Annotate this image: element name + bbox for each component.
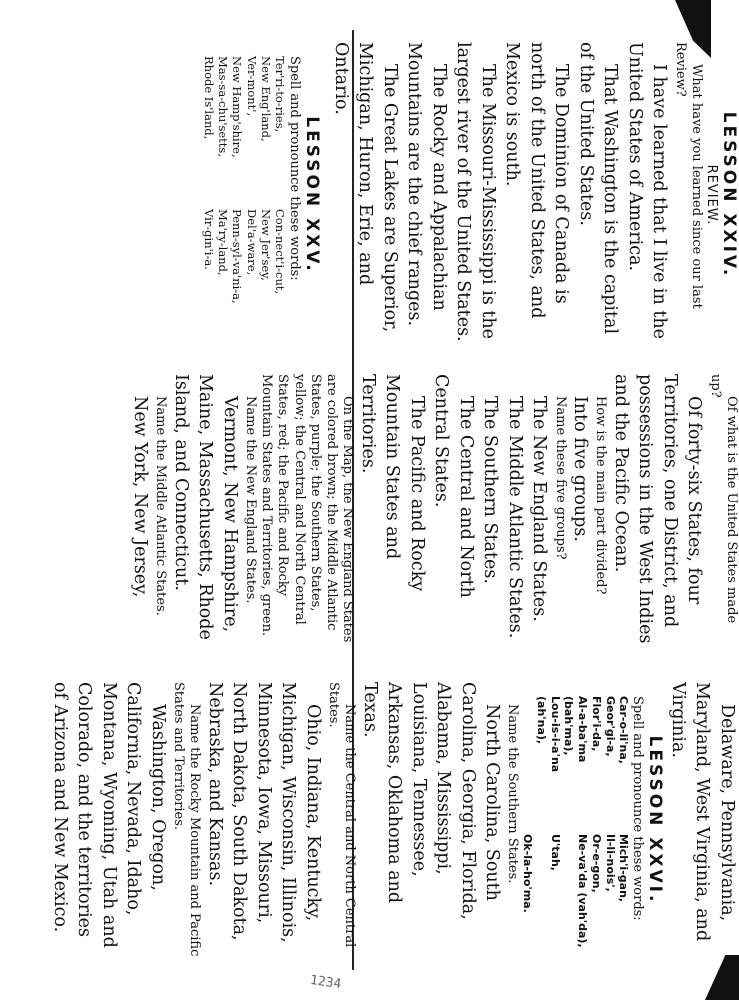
word: Rhode Is'land, [201, 56, 216, 140]
word: Car-o-li'na, [617, 696, 631, 764]
word [521, 696, 535, 820]
answer: The Central and North Central States. [431, 374, 476, 598]
question: Name the Rocky Mountain and Pacific States and Territories. [171, 682, 203, 957]
map-note: On the Map, the New England States are colored brown; the Middle Atlantic States, purple; the Southern States, yellow; the Central and North Central States, red; the Pacific and Rocky Mountain States and Territories, green. [259, 374, 356, 643]
column-lesson-26 [0, 670, 739, 970]
review-heading: REVIEW. [704, 164, 719, 226]
word: New Eng'land, [259, 56, 274, 142]
answer: Of forty-six States, four Territories, one District, and possessions in the West Indies and the Pacific Ocean. [611, 374, 705, 644]
word-list [521, 696, 631, 958]
answer: The Pacific and Rocky Mountain States and Territories. [358, 374, 427, 592]
answer: The Southern States. [480, 396, 501, 584]
answer: Ohio, Indiana, Kentucky, Michigan, Wisconsin, Illinois, Minnesota, Iowa, Missouri, North Dakota, South Dakota, Nebraska, and Kansas. [204, 682, 323, 943]
answer: Delaware, Pennsylvania, Maryland, West Virginia, and Virginia. [668, 682, 737, 942]
question: Name the Middle Atlantic States. [153, 396, 169, 616]
word: U'tah, [548, 834, 562, 871]
handwritten-number: 1234 [309, 972, 343, 993]
word: Penn-syl-va'ni-a, [230, 209, 245, 304]
answer: The Dominion of Canada is north of the United States, and Mexico is south. [502, 42, 572, 319]
word: Il-li-nois', [603, 834, 617, 892]
spell-instruction: Spell and pronounce these words: [287, 56, 303, 281]
answer: Into five groups. [570, 396, 591, 542]
word: Mich'i-gan, [617, 834, 631, 903]
answer: The Rocky and Appalachian Mountains are the chief ranges. [404, 42, 449, 327]
lesson-25-title: LESSON XXV. [302, 116, 323, 274]
word: Ter'ri-to-ries, [273, 56, 288, 133]
answer: That Washington is the capital of the United States. [576, 42, 621, 335]
word: Con-nect'i-cut, [273, 209, 288, 295]
word: Flor'i-da, [590, 696, 603, 752]
word-list [201, 56, 287, 348]
word: Ne-va'da (vah'da), [576, 834, 590, 948]
spell-instruction: Spell and pronounce these words: [630, 696, 646, 921]
question: Name the New England States. [243, 396, 258, 604]
answer: Vermont, New Hampshire, Maine, Massachusetts, Rhode Island, and Connecticut. [170, 374, 240, 640]
answer: I have learned that I live in the United States of America. [625, 42, 670, 340]
answer: The Middle Atlantic States. [505, 396, 525, 639]
word: Lou-is-i-a'na (ah'na), [535, 696, 562, 773]
word: New Jer'sey, [259, 209, 274, 281]
word: Del'a-ware, [244, 209, 259, 276]
word: Geor'gi-a, [603, 696, 617, 757]
lesson-24-title: LESSON XXIV. [719, 111, 739, 279]
word: Ver-mont', [244, 56, 259, 117]
question: What have you learned since our last Review? [672, 42, 704, 309]
question: Of what is the United States made up? [707, 374, 739, 624]
answer: The Missouri-Mississippi is the largest river of the United States. [453, 42, 498, 342]
word: Mas-sa-chu'setts, [216, 56, 230, 157]
lesson-26-title: LESSON XXVI. [645, 735, 666, 905]
word: Ma'ry-land, [216, 209, 230, 276]
word: Al-a-ba'ma (bah'ma), [562, 696, 590, 763]
question: Name these five groups? [552, 396, 568, 560]
word: Vir-gin'i-a. [201, 209, 216, 270]
answer: New York, New Jersey, [130, 396, 150, 598]
question: Name the Southern States. [505, 704, 521, 884]
question: Name the Central and North Central States. [326, 682, 358, 948]
answer: Washington, Oregon, California, Nevada, Idaho, Montana, Wyoming, Utah and Colorado, and the territories of Arizona and New Mexico. [49, 682, 168, 948]
question: How is the main part divided? [593, 396, 609, 595]
column-lesson-24 [0, 30, 739, 360]
answer: The New England States. [529, 396, 550, 622]
word: Ok-la-ho'ma. [521, 834, 535, 913]
answer: The Great Lakes are Superior, Michigan, Huron, Erie, and Ontario. [331, 42, 400, 333]
answer: North Carolina, South Carolina, Georgia, Florida, Alabama, Mississippi, Louisiana, Tennessee, Arkansas, Oklahoma and Texas. [359, 682, 503, 920]
word: New Hamp'shire, [230, 56, 245, 158]
word: Or-e-gon, [590, 834, 603, 893]
column-united-states [0, 362, 739, 662]
